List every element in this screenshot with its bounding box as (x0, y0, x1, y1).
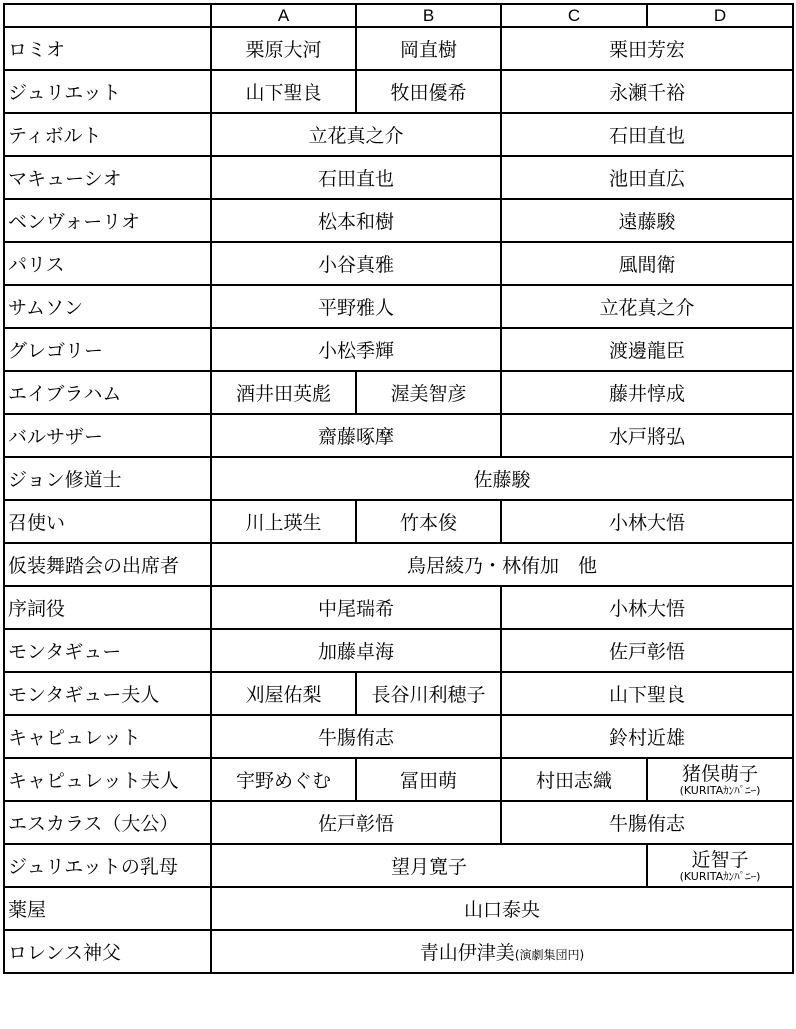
table-row (4, 586, 793, 629)
cast-cell: 渡邊龍臣 (501, 328, 793, 371)
cast-cell: 齋藤啄摩 (211, 414, 501, 457)
cast-cell: 山下聖良 (211, 70, 356, 113)
table-row (4, 801, 793, 844)
cast-cell: 牧田優希 (356, 70, 501, 113)
table-row (4, 672, 793, 715)
cast-cell: 佐戸彰悟 (501, 629, 793, 672)
cast-cell: 風間衛 (501, 242, 793, 285)
cast-name: 猪俣萌子 (681, 762, 758, 785)
role-cell: グレゴリー (4, 328, 211, 371)
cast-cell: 村田志織 (501, 758, 647, 801)
cast-cell: 鳥居綾乃・林侑加 他 (211, 543, 793, 586)
role-cell: 仮装舞踏会の出席者 (4, 543, 211, 586)
cast-cell: 藤井惇成 (501, 371, 793, 414)
cast-cell: 牛膓侑志 (501, 801, 793, 844)
role-cell: キャピュレット (4, 715, 211, 758)
table-row (4, 285, 793, 328)
column-header-a: A (211, 4, 356, 27)
column-header-b: B (356, 4, 501, 27)
cast-cell: 佐藤駿 (211, 457, 793, 500)
role-cell: ジョン修道士 (4, 457, 211, 500)
cast-cell: 川上瑛生 (211, 500, 356, 543)
table-row (4, 113, 793, 156)
column-header-c: C (501, 4, 647, 27)
table-row (4, 629, 793, 672)
cast-cell: 宇野めぐむ (211, 758, 356, 801)
company-note: (KURITAｶﾝﾊﾟﾆｰ) (679, 869, 761, 883)
role-cell: 薬屋 (4, 887, 211, 930)
cast-table (3, 3, 794, 974)
cast-cell: 小松季輝 (211, 328, 501, 371)
cast-cell: 望月寛子 (211, 844, 647, 887)
cast-cell: 山下聖良 (501, 672, 793, 715)
table-row (4, 758, 793, 801)
table-row (4, 457, 793, 500)
company-note: (KURITAｶﾝﾊﾟﾆｰ) (679, 783, 761, 797)
table-row (4, 199, 793, 242)
cast-cell: 牛膓侑志 (211, 715, 501, 758)
cast-cell: 酒井田英彪 (211, 371, 356, 414)
cast-cell: 石田直也 (501, 113, 793, 156)
role-cell: バルサザー (4, 414, 211, 457)
role-cell: エスカラス（大公） (4, 801, 211, 844)
cast-name: 近智子 (691, 848, 749, 871)
role-cell: ロミオ (4, 27, 211, 70)
role-cell: 召使い (4, 500, 211, 543)
table-row (4, 156, 793, 199)
cast-cell: 鈴村近雄 (501, 715, 793, 758)
table-row (4, 500, 793, 543)
cast-cell: 加藤卓海 (211, 629, 501, 672)
cast-cell: 竹本俊 (356, 500, 501, 543)
cast-cell: 平野雅人 (211, 285, 501, 328)
header-blank-cell (4, 4, 211, 27)
table-row (4, 844, 793, 887)
role-cell: ジュリエット (4, 70, 211, 113)
role-cell: ティボルト (4, 113, 211, 156)
cast-cell: 小林大悟 (501, 500, 793, 543)
cast-cell: 岡直樹 (356, 27, 501, 70)
cast-cell: 松本和樹 (211, 199, 501, 242)
table-row (4, 930, 793, 973)
table-row (4, 543, 793, 586)
table-row (4, 328, 793, 371)
table-row (4, 414, 793, 457)
cast-cell: 小谷真雅 (211, 242, 501, 285)
role-cell: サムソン (4, 285, 211, 328)
table-row (4, 70, 793, 113)
cast-name: 青山伊津美 (419, 942, 515, 964)
cast-cell: 池田直広 (501, 156, 793, 199)
cast-cell: 刈屋佑梨 (211, 672, 356, 715)
cast-cell: 渥美智彦 (356, 371, 501, 414)
cast-cell: 山口泰央 (211, 887, 793, 930)
role-cell: モンタギュー夫人 (4, 672, 211, 715)
role-cell: キャピュレット夫人 (4, 758, 211, 801)
table-row (4, 371, 793, 414)
table-row (4, 242, 793, 285)
role-cell: マキューシオ (4, 156, 211, 199)
cast-cell: 栗田芳宏 (501, 27, 793, 70)
cast-cell: 立花真之介 (211, 113, 501, 156)
role-cell: ベンヴォーリオ (4, 199, 211, 242)
cast-cell: 遠藤駿 (501, 199, 793, 242)
table-row (4, 715, 793, 758)
role-cell: パリス (4, 242, 211, 285)
role-cell: 序詞役 (4, 586, 211, 629)
cast-cell: 水戸將弘 (501, 414, 793, 457)
cast-cell: 立花真之介 (501, 285, 793, 328)
role-cell: モンタギュー (4, 629, 211, 672)
company-note: (演劇集団円) (514, 948, 585, 962)
cast-cell: 佐戸彰悟 (211, 801, 501, 844)
cast-cell: 冨田萌 (356, 758, 501, 801)
cast-cell: 石田直也 (211, 156, 501, 199)
column-header-d: D (647, 4, 793, 27)
cast-cell-with-note (647, 844, 793, 887)
cast-cell-with-note (211, 930, 793, 973)
cast-cell-with-note (647, 758, 793, 801)
table-row (4, 27, 793, 70)
cast-cell: 中尾瑞希 (211, 586, 501, 629)
cast-cell: 小林大悟 (501, 586, 793, 629)
role-cell: ジュリエットの乳母 (4, 844, 211, 887)
cast-cell: 永瀬千裕 (501, 70, 793, 113)
role-cell: ロレンス神父 (4, 930, 211, 973)
table-row (4, 887, 793, 930)
role-cell: エイブラハム (4, 371, 211, 414)
header-row (4, 4, 793, 27)
cast-cell: 長谷川利穂子 (356, 672, 501, 715)
cast-cell: 栗原大河 (211, 27, 356, 70)
